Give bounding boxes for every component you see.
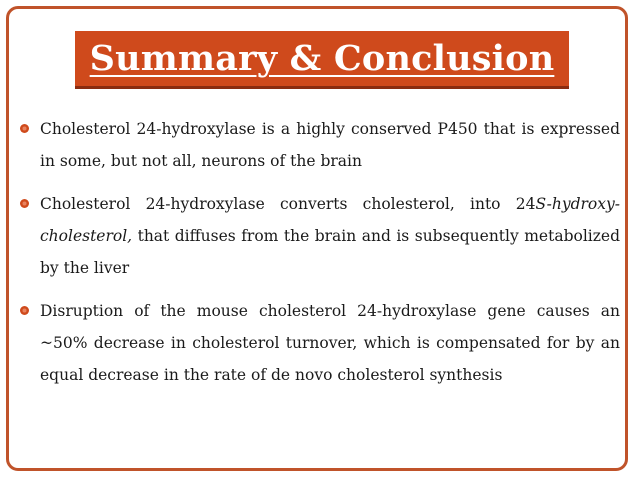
- circle-bullet-icon: [18, 197, 31, 210]
- bullet-text: Cholesterol 24-hydroxylase is a highly conserved P450 that is expressed in some, but not all, neurons of the brain: [40, 120, 620, 170]
- bullet-item-3: [18, 295, 620, 391]
- bullet-item-2: [18, 188, 620, 284]
- bullet-text-before: Cholesterol 24-hydroxylase converts cholesterol, into 24: [40, 195, 536, 213]
- bullet-text-italic: S-hydroxy-cholesterol,: [40, 195, 620, 245]
- bullet-item-1: [18, 113, 620, 177]
- circle-bullet-icon: [18, 304, 31, 317]
- bullet-list: [18, 113, 620, 402]
- circle-bullet-icon: [18, 122, 31, 135]
- title-banner: [75, 31, 569, 89]
- bullet-text: Disruption of the mouse cholesterol 24-hydroxylase gene causes an ~50% decrease in cholesterol turnover, which is compensated for by an equal decrease in the rate of de novo cholesterol synthesis: [40, 302, 620, 384]
- bullet-text-after: that diffuses from the brain and is subsequently metabolized by the liver: [40, 227, 620, 277]
- slide-title: Summary & Conclusion: [89, 38, 555, 79]
